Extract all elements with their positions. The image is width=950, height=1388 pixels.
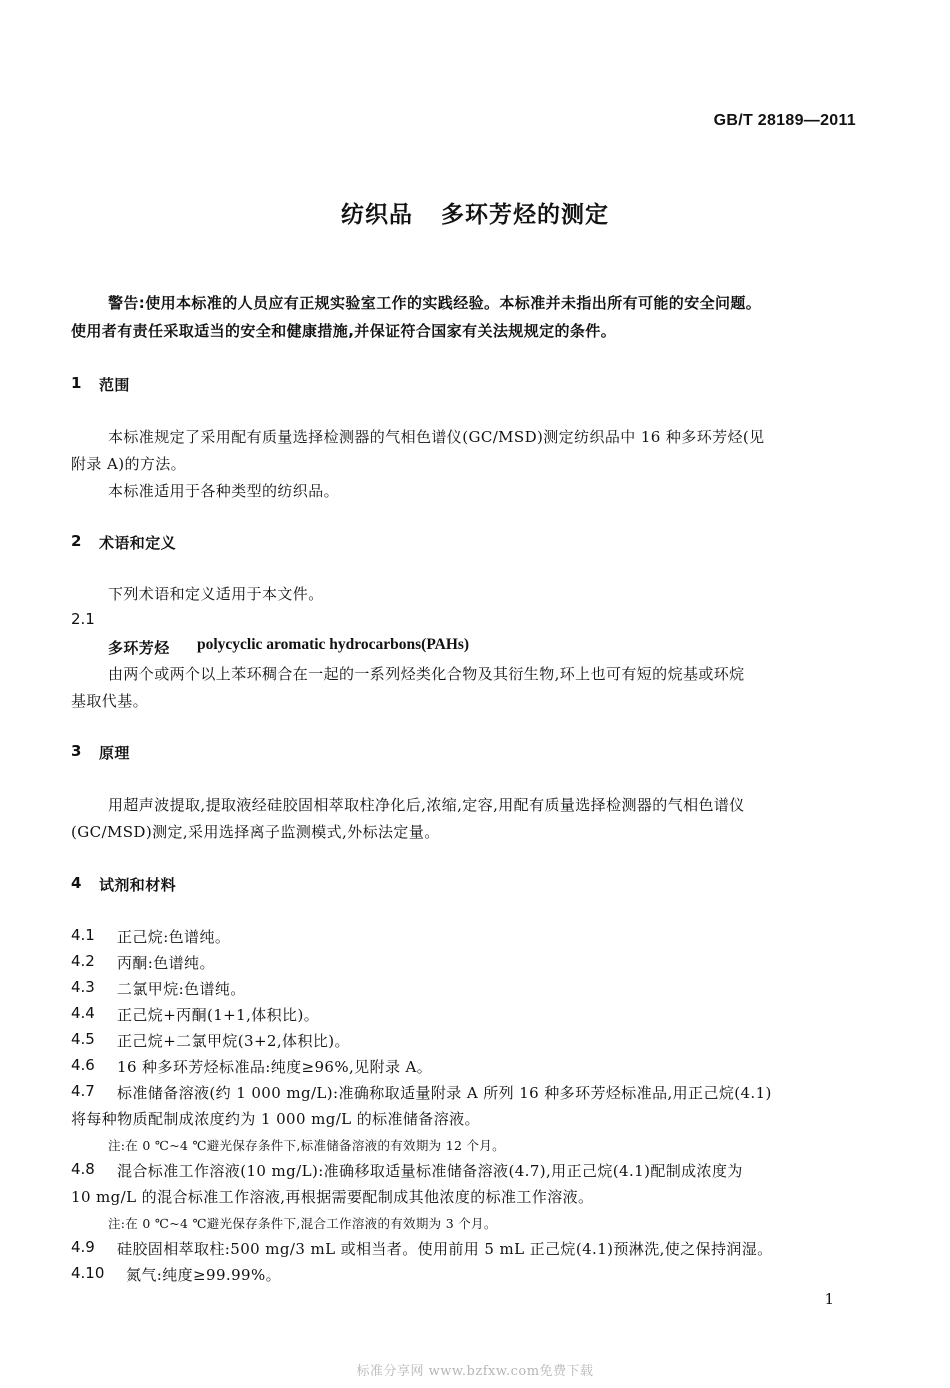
clause-2-1-number: 2.1 (71, 610, 95, 628)
section-3-heading: 原理 (99, 744, 130, 762)
item-note: 注:在 0 ℃~4 ℃避光保存条件下,混合工作溶液的有效期为 3 个月。 (108, 1216, 497, 1231)
warning-line-1: 警告:使用本标准的人员应有正规实验室工作的实践经验。本标准并未指出所有可能的安全问题。 (108, 294, 762, 312)
item-number: 4.6 (71, 1056, 95, 1074)
section-3-paragraph-line-2: (GC/MSD)测定,采用选择离子监测模式,外标法定量。 (71, 823, 440, 841)
standard-number: GB/T 28189—2011 (713, 112, 856, 129)
term-definition-line-2: 基取代基。 (71, 692, 149, 710)
section-3-number: 3 (71, 742, 82, 760)
section-1-number: 1 (71, 374, 82, 392)
section-2-heading: 术语和定义 (99, 534, 177, 552)
section-1-heading: 范围 (99, 376, 130, 394)
item-number: 4.1 (71, 926, 95, 944)
item-text: 16 种多环芳烃标准品:纯度≥96%,见附录 A。 (117, 1058, 433, 1076)
section-3-paragraph-line-1: 用超声波提取,提取液经硅胶固相萃取柱净化后,浓缩,定容,用配有质量选择检测器的气相色谱仪 (108, 796, 745, 814)
section-1-paragraph-2: 本标准适用于各种类型的纺织品。 (108, 482, 340, 500)
section-2-paragraph: 下列术语和定义适用于本文件。 (108, 585, 324, 603)
document-title (0, 196, 950, 229)
page-number: 1 (824, 1290, 834, 1308)
item-note: 注:在 0 ℃~4 ℃避光保存条件下,标准储备溶液的有效期为 12 个月。 (108, 1138, 505, 1153)
term-english: polycyclic aromatic hydrocarbons(PAHs) (197, 636, 470, 653)
item-text: 标准储备溶液(约 1 000 mg/L):准确称取适量附录 A 所列 16 种多环芳烃标准品,用正己烷(4.1) (117, 1084, 772, 1102)
item-number: 4.3 (71, 978, 95, 996)
item-text: 二氯甲烷:色谱纯。 (117, 980, 246, 998)
item-number: 4.10 (71, 1264, 105, 1282)
item-text: 正己烷+丙酮(1+1,体积比)。 (117, 1006, 320, 1024)
section-2-number: 2 (71, 532, 82, 550)
item-number: 4.4 (71, 1004, 95, 1022)
term-chinese: 多环芳烃 (108, 639, 170, 657)
item-text: 混合标准工作溶液(10 mg/L):准确移取适量标准储备溶液(4.7),用正己烷(4.1)配制成浓度为 (117, 1162, 743, 1180)
item-number: 4.8 (71, 1160, 95, 1178)
title-part-2: 多环芳烃的测定 (441, 202, 609, 228)
item-number: 4.9 (71, 1238, 95, 1256)
title-part-1: 纺织品 (341, 202, 413, 228)
item-continuation: 将每种物质配制成浓度约为 1 000 mg/L 的标准储备溶液。 (71, 1110, 480, 1128)
item-number: 4.5 (71, 1030, 95, 1048)
item-number: 4.7 (71, 1082, 95, 1100)
item-text: 氮气:纯度≥99.99%。 (126, 1266, 282, 1284)
warning-line-2: 使用者有责任采取适当的安全和健康措施,并保证符合国家有关法规规定的条件。 (71, 322, 617, 340)
item-text: 硅胶固相萃取柱:500 mg/3 mL 或相当者。使用前用 5 mL 正己烷(4.1)预淋洗,使之保持润湿。 (117, 1240, 773, 1258)
term-definition-line-1: 由两个或两个以上苯环稠合在一起的一系列烃类化合物及其衍生物,环上也可有短的烷基或环烷 (108, 665, 745, 683)
section-4-heading: 试剂和材料 (99, 876, 177, 894)
watermark: 标准分享网 www.bzfxw.com免费下载 (356, 1364, 594, 1379)
section-1-paragraph-line-2: 附录 A)的方法。 (71, 455, 187, 473)
item-number: 4.2 (71, 952, 95, 970)
section-1-paragraph-line-1: 本标准规定了采用配有质量选择检测器的气相色谱仪(GC/MSD)测定纺织品中 16 种多环芳烃(见 (108, 428, 765, 446)
item-text: 正己烷:色谱纯。 (117, 928, 231, 946)
item-text: 正己烷+二氯甲烷(3+2,体积比)。 (117, 1032, 350, 1050)
item-text: 丙酮:色谱纯。 (117, 954, 215, 972)
item-continuation: 10 mg/L 的混合标准工作溶液,再根据需要配制成其他浓度的标准工作溶液。 (71, 1188, 594, 1206)
section-4-number: 4 (71, 874, 82, 892)
